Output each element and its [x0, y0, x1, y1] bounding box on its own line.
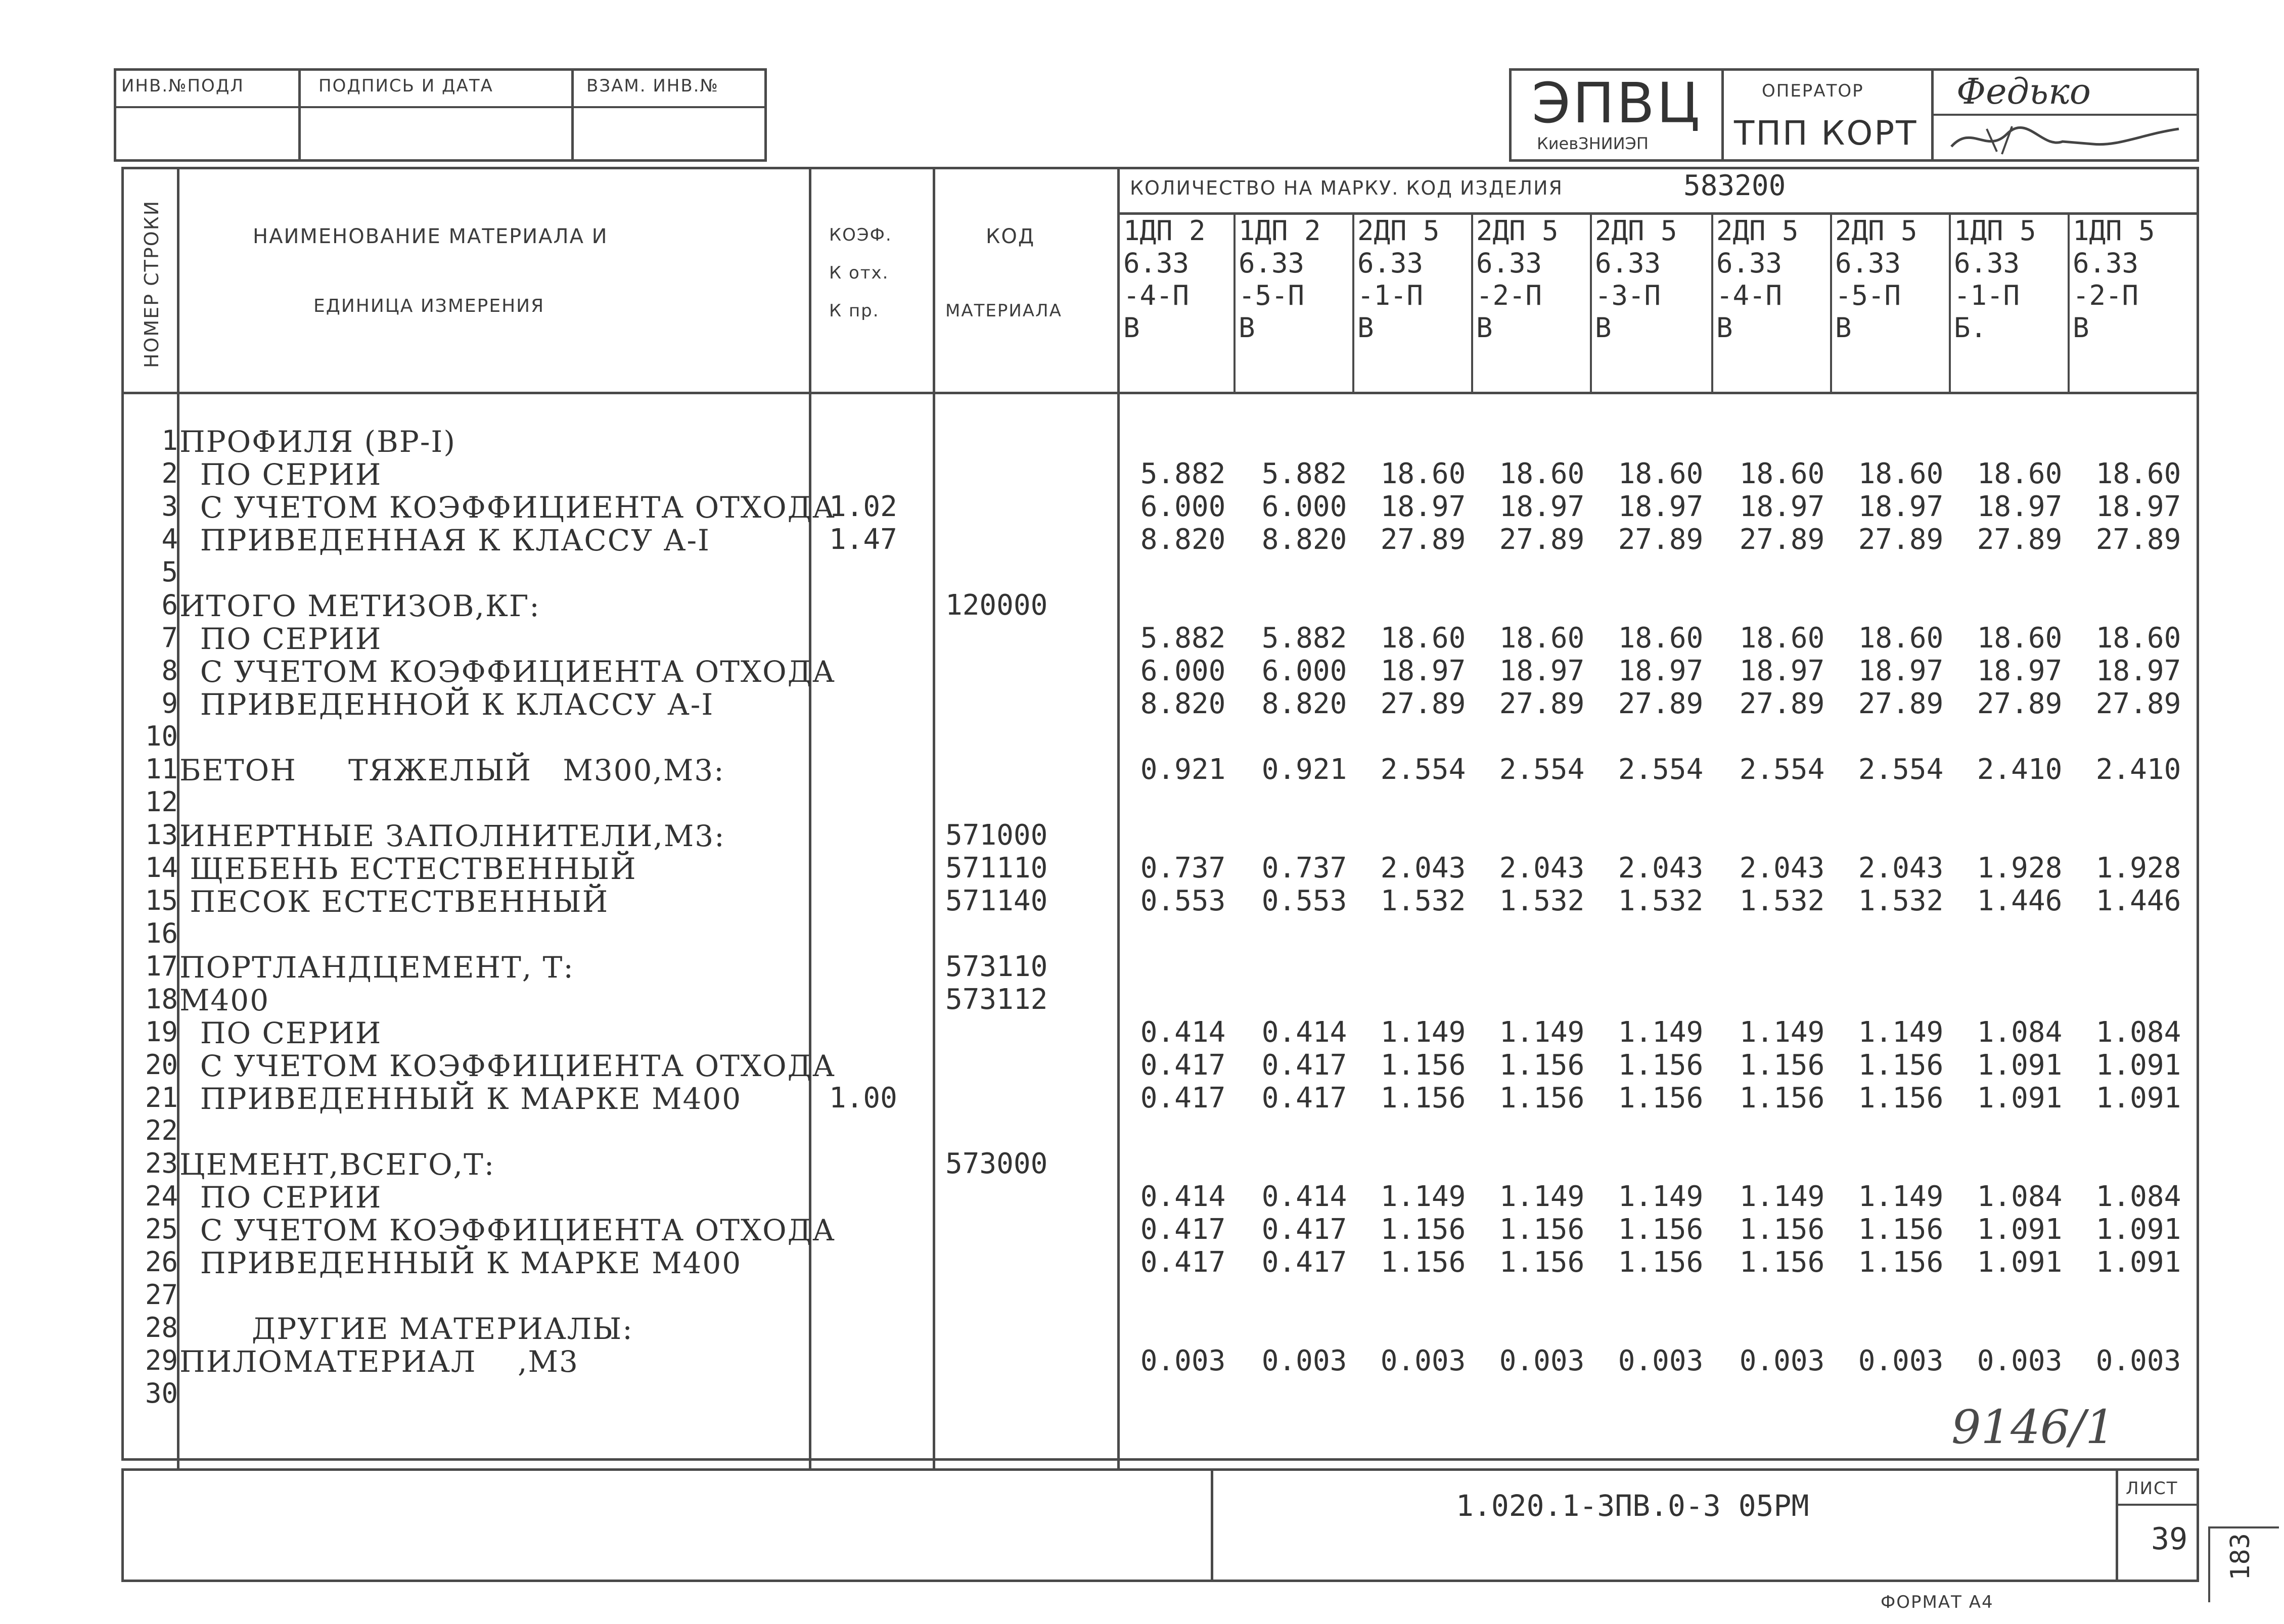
row-coef: 1.47: [829, 523, 897, 556]
row-value: 1.084: [1977, 1180, 2063, 1213]
row-value: 27.89: [1618, 523, 1704, 556]
row-value: 1.156: [1739, 1049, 1825, 1082]
row-value: 1.156: [1858, 1082, 1944, 1115]
row-number: 21: [145, 1082, 178, 1113]
product-header-line: В: [1595, 312, 1612, 344]
row-value: 1.156: [1380, 1246, 1466, 1279]
row-name: ИНЕРТНЫЕ ЗАПОЛНИТЕЛИ,М3:: [179, 819, 725, 853]
product-header-line: 6.33: [1239, 247, 1305, 279]
row-name: С УЧЕТОМ КОЭФФИЦИЕНТА ОТХОДА: [179, 1049, 836, 1083]
row-value: 0.003: [1499, 1344, 1585, 1377]
row-value: 18.60: [1858, 457, 1944, 490]
row-value: 0.414: [1140, 1180, 1226, 1213]
row-value: 18.60: [2095, 622, 2181, 655]
row-name: ПО СЕРИИ: [179, 622, 382, 656]
row-value: 2.410: [2095, 753, 2181, 786]
row-name: ПРИВЕДЕННАЯ К КЛАССУ А-I: [179, 523, 710, 558]
product-header-line: 6.33: [1954, 247, 2020, 279]
row-value: 18.97: [1739, 655, 1825, 687]
row-value: 1.149: [1618, 1180, 1704, 1213]
row-value: 0.003: [1380, 1344, 1466, 1377]
row-code: 573112: [945, 983, 1048, 1016]
row-value: 18.60: [1380, 622, 1466, 655]
row-value: 1.156: [1858, 1213, 1944, 1246]
row-value: 0.417: [1140, 1082, 1226, 1115]
row-name: ДРУГИЕ МАТЕРИАЛЫ:: [179, 1312, 633, 1346]
product-header-line: 6.33: [1835, 247, 1901, 279]
row-value: 1.084: [2095, 1016, 2181, 1049]
row-value: 27.89: [1739, 523, 1825, 556]
row-value: 1.149: [1618, 1016, 1704, 1049]
row-value: 27.89: [2095, 687, 2181, 720]
row-value: 18.97: [2095, 655, 2181, 687]
operator-name: Федько: [1956, 71, 2091, 112]
row-value: 27.89: [1380, 687, 1466, 720]
row-coef: 1.00: [829, 1082, 897, 1115]
row-value: 27.89: [1977, 687, 2063, 720]
row-value: 27.89: [2095, 523, 2181, 556]
row-number: 7: [161, 622, 178, 654]
row-value: 18.97: [2095, 490, 2181, 523]
row-number: 27: [145, 1279, 178, 1311]
row-code: 120000: [945, 589, 1048, 622]
org-sub: КиевЗНИИЭП: [1537, 134, 1649, 153]
row-number: 13: [145, 819, 178, 851]
product-header-line: 6.33: [1476, 247, 1542, 279]
row-value: 27.89: [1858, 687, 1944, 720]
row-value: 2.554: [1739, 753, 1825, 786]
row-value: 0.553: [1261, 885, 1347, 917]
row-value: 0.921: [1140, 753, 1226, 786]
row-value: 1.156: [1739, 1246, 1825, 1279]
product-header-line: В: [2073, 312, 2089, 344]
row-value: 8.820: [1140, 523, 1226, 556]
row-value: 0.003: [1739, 1344, 1825, 1377]
row-value: 1.091: [2095, 1246, 2181, 1279]
row-value: 18.60: [1499, 457, 1585, 490]
row-value: 1.156: [1618, 1049, 1704, 1082]
row-value: 18.60: [1618, 457, 1704, 490]
row-value: 0.737: [1140, 852, 1226, 885]
row-value: 27.89: [1380, 523, 1466, 556]
row-number: 11: [145, 753, 178, 785]
row-name: ИТОГО МЕТИЗОВ,КГ:: [179, 589, 540, 623]
row-number: 28: [145, 1312, 178, 1343]
row-value: 18.60: [2095, 457, 2181, 490]
row-value: 6.000: [1261, 655, 1347, 687]
row-value: 18.60: [1380, 457, 1466, 490]
row-value: 0.414: [1140, 1016, 1226, 1049]
row-number: 30: [145, 1377, 178, 1409]
product-header-line: 6.33: [2073, 247, 2139, 279]
product-header-line: Б.: [1954, 312, 1987, 344]
row-number: 18: [145, 983, 178, 1015]
row-number: 15: [145, 885, 178, 916]
product-header-line: 6.33: [1595, 247, 1661, 279]
row-name: ПРОФИЛЯ (ВР-I): [179, 425, 456, 459]
row-value: 1.149: [1499, 1016, 1585, 1049]
row-value: 1.156: [1618, 1213, 1704, 1246]
row-value: 1.156: [1739, 1213, 1825, 1246]
product-header-line: В: [1835, 312, 1852, 344]
row-value: 27.89: [1499, 687, 1585, 720]
row-value: 1.091: [1977, 1049, 2063, 1082]
row-value: 6.000: [1140, 655, 1226, 687]
row-name: ПРИВЕДЕННЫЙ К МАРКЕ М400: [179, 1246, 742, 1280]
row-value: 1.091: [2095, 1082, 2181, 1115]
row-name: ПО СЕРИИ: [179, 1016, 382, 1050]
row-value: 0.417: [1140, 1049, 1226, 1082]
row-value: 1.156: [1618, 1082, 1704, 1115]
row-value: 18.97: [1858, 655, 1944, 687]
row-value: 0.417: [1261, 1049, 1347, 1082]
row-value: 18.97: [1977, 655, 2063, 687]
product-header: [1595, 215, 1677, 394]
row-value: 2.043: [1739, 852, 1825, 885]
product-header-line: 6.33: [1357, 247, 1424, 279]
row-value: 27.89: [1977, 523, 2063, 556]
row-value: 8.820: [1261, 687, 1347, 720]
row-name: ПЕСОК ЕСТЕСТВЕННЫЙ: [179, 885, 609, 919]
code-header-2: МАТЕРИАЛА: [945, 301, 1062, 321]
row-value: 1.084: [2095, 1180, 2181, 1213]
row-value: 1.149: [1499, 1180, 1585, 1213]
row-value: 27.89: [1618, 687, 1704, 720]
row-value: 2.554: [1499, 753, 1585, 786]
row-value: 8.820: [1261, 523, 1347, 556]
row-number: 4: [161, 523, 178, 555]
side-number: 183: [2225, 1533, 2256, 1581]
row-value: 1.156: [1618, 1246, 1704, 1279]
product-header-line: -5-П: [1239, 280, 1305, 311]
row-code: 571140: [945, 885, 1048, 917]
row-value: 6.000: [1140, 490, 1226, 523]
operator-signature: [1941, 119, 2189, 159]
row-value: 2.043: [1858, 852, 1944, 885]
row-code: 571110: [945, 852, 1048, 885]
product-header: [1835, 215, 1917, 394]
row-number: 14: [145, 852, 178, 884]
product-header: [2073, 215, 2155, 394]
row-code: 573000: [945, 1147, 1048, 1180]
row-value: 6.000: [1261, 490, 1347, 523]
row-number: 29: [145, 1344, 178, 1376]
product-header-line: 1ДП 5: [2073, 215, 2155, 247]
row-value: 1.928: [2095, 852, 2181, 885]
product-header-line: -1-П: [1954, 280, 2020, 311]
row-value: 1.532: [1499, 885, 1585, 917]
row-value: 0.553: [1140, 885, 1226, 917]
row-value: 2.410: [1977, 753, 2063, 786]
row-value: 1.156: [1380, 1049, 1466, 1082]
row-value: 0.003: [2095, 1344, 2181, 1377]
row-value: 0.921: [1261, 753, 1347, 786]
product-header-line: -2-П: [1476, 280, 1542, 311]
row-name: ПО СЕРИИ: [179, 457, 382, 492]
product-header-line: 1ДП 2: [1123, 215, 1206, 247]
coef-header-2: К отх.: [829, 263, 889, 283]
row-value: 1.532: [1380, 885, 1466, 917]
row-number: 5: [161, 556, 178, 588]
row-value: 0.003: [1858, 1344, 1944, 1377]
row-value: 1.156: [1499, 1049, 1585, 1082]
row-value: 18.97: [1380, 655, 1466, 687]
row-name: М400: [179, 983, 270, 1017]
operator-label: ОПЕРАТОР: [1762, 81, 1864, 101]
row-number: 25: [145, 1213, 178, 1245]
coef-header-1: КОЭФ.: [829, 225, 892, 245]
row-number: 24: [145, 1180, 178, 1212]
product-header-line: -4-П: [1123, 280, 1190, 311]
row-number: 19: [145, 1016, 178, 1048]
row-value: 18.97: [1977, 490, 2063, 523]
row-value: 1.446: [1977, 885, 2063, 917]
row-number: 6: [161, 589, 178, 621]
row-value: 1.149: [1739, 1180, 1825, 1213]
product-header-line: 1ДП 2: [1239, 215, 1321, 247]
row-value: 18.97: [1618, 655, 1704, 687]
row-value: 1.156: [1499, 1082, 1585, 1115]
row-value: 18.97: [1858, 490, 1944, 523]
dept-label: ТПП КОРТ: [1734, 114, 1918, 153]
row-value: 1.084: [1977, 1016, 2063, 1049]
product-header-line: 2ДП 5: [1476, 215, 1559, 247]
row-value: 8.820: [1140, 687, 1226, 720]
product-header-line: 2ДП 5: [1716, 215, 1799, 247]
row-value: 0.417: [1261, 1246, 1347, 1279]
product-header-line: В: [1357, 312, 1374, 344]
row-value: 5.882: [1261, 457, 1347, 490]
row-name: С УЧЕТОМ КОЭФФИЦИЕНТА ОТХОДА: [179, 1213, 836, 1247]
row-value: 0.003: [1977, 1344, 2063, 1377]
row-name: С УЧЕТОМ КОЭФФИЦИЕНТА ОТХОДА: [179, 490, 836, 525]
product-header: [1954, 215, 2036, 394]
product-header-line: 2ДП 5: [1595, 215, 1677, 247]
row-name: ПРИВЕДЕННЫЙ К МАРКЕ М400: [179, 1082, 742, 1116]
row-value: 1.091: [1977, 1246, 2063, 1279]
row-value: 2.043: [1380, 852, 1466, 885]
sign-label: ПОДПИСЬ И ДАТА: [318, 76, 493, 96]
product-header-line: В: [1716, 312, 1733, 344]
row-value: 18.60: [1739, 622, 1825, 655]
row-value: 1.091: [2095, 1049, 2181, 1082]
sheet-number: 39: [2151, 1521, 2188, 1557]
doc-code: 1.020.1-3ПВ.0-3 05РМ: [1456, 1489, 1809, 1523]
org-logo: ЭПВЦ: [1532, 71, 1702, 135]
row-value: 1.156: [1858, 1049, 1944, 1082]
row-value: 5.882: [1261, 622, 1347, 655]
row-number: 26: [145, 1246, 178, 1278]
row-number: 1: [161, 425, 178, 456]
row-coef: 1.02: [829, 490, 897, 523]
coef-header-3: К пр.: [829, 301, 880, 321]
row-value: 18.60: [1618, 622, 1704, 655]
product-header: [1476, 215, 1559, 394]
row-value: 18.97: [1618, 490, 1704, 523]
row-value: 1.156: [1858, 1246, 1944, 1279]
row-value: 1.149: [1380, 1016, 1466, 1049]
row-number: 22: [145, 1115, 178, 1146]
row-value: 1.149: [1739, 1016, 1825, 1049]
row-name: ПРИВЕДЕННОЙ К КЛАССУ А-I: [179, 687, 714, 722]
row-number: 20: [145, 1049, 178, 1081]
row-value: 1.532: [1858, 885, 1944, 917]
row-name: БЕТОН ТЯЖЕЛЫЙ М300,М3:: [179, 753, 725, 787]
row-number: 8: [161, 655, 178, 686]
row-value: 0.003: [1618, 1344, 1704, 1377]
row-value: 0.417: [1140, 1213, 1226, 1246]
row-name: ЦЕМЕНТ,ВСЕГО,Т:: [179, 1147, 495, 1182]
row-value: 0.414: [1261, 1016, 1347, 1049]
row-value: 1.091: [1977, 1213, 2063, 1246]
product-header-line: -4-П: [1716, 280, 1783, 311]
product-header: [1239, 215, 1321, 394]
row-value: 2.554: [1380, 753, 1466, 786]
row-value: 2.554: [1618, 753, 1704, 786]
inv-label: ИНВ.№ПОДЛ: [121, 76, 244, 96]
row-number: 9: [161, 687, 178, 719]
product-header-line: 2ДП 5: [1357, 215, 1440, 247]
row-value: 18.60: [1739, 457, 1825, 490]
row-value: 27.89: [1739, 687, 1825, 720]
product-header-line: -3-П: [1595, 280, 1661, 311]
row-number: 23: [145, 1147, 178, 1179]
footer-block: [121, 1468, 2199, 1582]
rownum-header: НОМЕР СТРОКИ: [141, 200, 163, 368]
row-value: 1.149: [1380, 1180, 1466, 1213]
product-code: 583200: [1683, 169, 1786, 202]
row-value: 1.156: [1739, 1082, 1825, 1115]
row-number: 16: [145, 917, 178, 949]
row-name: ПО СЕРИИ: [179, 1180, 382, 1215]
product-header-line: 6.33: [1716, 247, 1783, 279]
row-value: 0.737: [1261, 852, 1347, 885]
row-name: ПОРТЛАНДЦЕМЕНТ, Т:: [179, 950, 574, 985]
product-header: [1123, 215, 1206, 394]
row-value: 1.156: [1380, 1082, 1466, 1115]
row-value: 1.532: [1618, 885, 1704, 917]
name-header-2: ЕДИНИЦА ИЗМЕРЕНИЯ: [313, 296, 545, 316]
row-number: 17: [145, 950, 178, 982]
row-value: 18.60: [1977, 622, 2063, 655]
row-number: 12: [145, 786, 178, 818]
product-header-line: 1ДП 5: [1954, 215, 2036, 247]
handwritten-number: 9146/1: [1951, 1400, 2115, 1454]
row-value: 18.60: [1499, 622, 1585, 655]
row-name: ПИЛОМАТЕРИАЛ ,М3: [179, 1344, 579, 1379]
row-value: 18.60: [1977, 457, 2063, 490]
row-value: 27.89: [1499, 523, 1585, 556]
row-value: 1.928: [1977, 852, 2063, 885]
product-header-line: В: [1239, 312, 1255, 344]
row-value: 0.417: [1261, 1213, 1347, 1246]
row-value: 1.156: [1499, 1246, 1585, 1279]
row-value: 18.97: [1499, 490, 1585, 523]
row-value: 18.97: [1739, 490, 1825, 523]
row-value: 1.156: [1380, 1213, 1466, 1246]
product-header-line: 2ДП 5: [1835, 215, 1917, 247]
row-value: 0.417: [1261, 1082, 1347, 1115]
row-value: 18.60: [1858, 622, 1944, 655]
row-value: 0.417: [1140, 1246, 1226, 1279]
code-header-1: КОД: [986, 225, 1035, 248]
row-code: 573110: [945, 950, 1048, 983]
row-value: 1.091: [2095, 1213, 2181, 1246]
row-value: 2.043: [1618, 852, 1704, 885]
row-value: 1.149: [1858, 1180, 1944, 1213]
product-header-line: В: [1476, 312, 1493, 344]
product-header-line: -1-П: [1357, 280, 1424, 311]
row-value: 2.043: [1499, 852, 1585, 885]
row-number: 10: [145, 720, 178, 752]
qty-header: КОЛИЧЕСТВО НА МАРКУ. КОД ИЗДЕЛИЯ: [1130, 177, 1563, 199]
row-code: 571000: [945, 819, 1048, 852]
product-header: [1716, 215, 1799, 394]
product-header-line: -2-П: [2073, 280, 2139, 311]
product-header-line: -5-П: [1835, 280, 1901, 311]
row-value: 27.89: [1858, 523, 1944, 556]
product-header-line: В: [1123, 312, 1140, 344]
format-label: ФОРМАТ А4: [1881, 1592, 1994, 1612]
row-value: 0.003: [1261, 1344, 1347, 1377]
row-value: 5.882: [1140, 622, 1226, 655]
row-value: 1.532: [1739, 885, 1825, 917]
product-header: [1357, 215, 1440, 394]
row-value: 1.156: [1499, 1213, 1585, 1246]
name-header-1: НАИМЕНОВАНИЕ МАТЕРИАЛА И: [253, 225, 608, 248]
row-value: 18.97: [1499, 655, 1585, 687]
row-value: 0.414: [1261, 1180, 1347, 1213]
row-value: 5.882: [1140, 457, 1226, 490]
row-value: 2.554: [1858, 753, 1944, 786]
row-value: 1.149: [1858, 1016, 1944, 1049]
row-number: 2: [161, 457, 178, 489]
row-name: ЩЕБЕНЬ ЕСТЕСТВЕННЫЙ: [179, 852, 637, 886]
row-name: С УЧЕТОМ КОЭФФИЦИЕНТА ОТХОДА: [179, 655, 836, 689]
product-header-line: 6.33: [1123, 247, 1190, 279]
row-value: 0.003: [1140, 1344, 1226, 1377]
row-value: 1.091: [1977, 1082, 2063, 1115]
row-value: 18.97: [1380, 490, 1466, 523]
vzam-label: ВЗАМ. ИНВ.№: [586, 76, 719, 96]
row-value: 1.446: [2095, 885, 2181, 917]
row-number: 3: [161, 490, 178, 522]
sheet-label: ЛИСТ: [2126, 1478, 2178, 1499]
